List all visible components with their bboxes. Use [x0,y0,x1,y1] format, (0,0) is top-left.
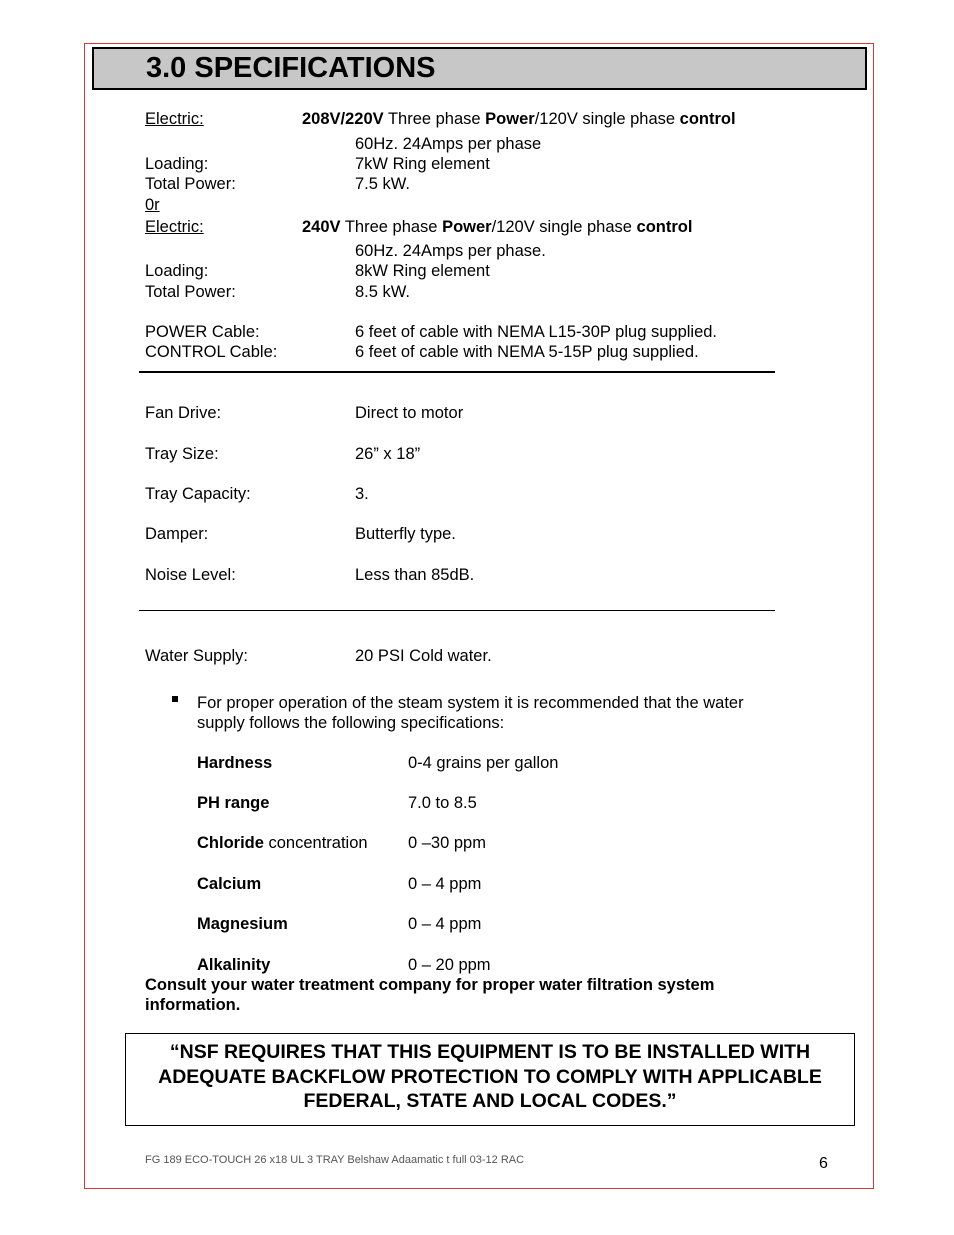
spec-label: Noise Level: [145,566,236,584]
voltage-2: 240V [302,218,341,236]
spec-value: 3. [355,485,369,503]
control-cable-value: 6 feet of cable with NEMA 5-15P plug supplied. [355,343,699,361]
water-spec-label [197,874,261,894]
nsf-line-3: FEDERAL, STATE AND LOCAL CODES.” [303,1090,677,1112]
loading-label-2: Loading: [145,262,209,280]
nsf-line-2: ADEQUATE BACKFLOW PROTECTION TO COMPLY WITH APPLICABLE [158,1065,822,1088]
water-spec-label [197,753,272,773]
divider-2 [139,610,775,611]
electric-spec-2 [302,217,692,237]
water-spec-name: Magnesium [197,915,288,933]
total-power-label-2: Total Power: [145,283,236,301]
voltage-1: 208V/220V [302,110,384,128]
water-spec-value: 0 – 4 ppm [408,875,482,893]
water-spec-name: PH range [197,794,270,812]
electric-label-2: Electric: [145,218,204,236]
single-phase-text: /120V single phase [534,110,680,128]
consult-line-2: information. [145,996,241,1014]
bullet-text-line-1: For proper operation of the steam system it is recommended that the water [197,694,744,712]
water-supply-value: 20 PSI Cold water. [355,647,492,665]
power-text: Power [485,110,535,128]
nsf-notice-box [125,1033,855,1126]
water-spec-name: Hardness [197,754,273,772]
water-spec-name: Calcium [197,875,262,893]
total-power-value-1: 7.5 kW. [355,175,411,193]
water-spec-suffix: concentration [263,834,368,852]
nsf-line-1: “NSF REQUIRES THAT THIS EQUIPMENT IS TO BE INSTALLED WITH [169,1041,811,1063]
frequency-1: 60Hz. 24Amps per phase [355,135,542,153]
power-text: Power [442,218,492,236]
loading-value-1: 7kW Ring element [355,155,490,173]
water-spec-label [197,955,270,975]
water-supply-label: Water Supply: [145,647,249,665]
water-spec-value: 0-4 grains per gallon [408,754,559,772]
control-text: control [679,110,736,128]
electric-label-1: Electric: [145,110,204,128]
spec-label: Tray Capacity: [145,485,251,503]
electric-spec-1 [302,109,736,129]
power-cable-value: 6 feet of cable with NEMA L15-30P plug supplied. [355,323,718,341]
water-spec-label [197,793,269,813]
power-cable-label: POWER Cable: [145,323,260,341]
document-footer: FG 189 ECO-TOUCH 26 x18 UL 3 TRAY Belshaw Adaamatic t full 03-12 RAC [145,1154,525,1166]
three-phase-text: Three phase [340,218,443,236]
control-text: control [636,218,693,236]
water-spec-value: 0 –30 ppm [408,834,486,852]
spec-value: Direct to motor [355,404,464,422]
water-spec-value: 0 – 20 ppm [408,956,491,974]
nsf-notice-text [126,1040,854,1114]
water-spec-value: 7.0 to 8.5 [408,794,477,812]
spec-value: Less than 85dB. [355,566,475,584]
consult-line-1: Consult your water treatment company for proper water filtration system [145,976,715,994]
or-text: 0r [145,196,160,214]
spec-value: Butterfly type. [355,525,456,543]
bullet-square-icon [172,696,178,702]
spec-label: Fan Drive: [145,404,222,422]
page-title: 3.0 SPECIFICATIONS [146,52,436,84]
loading-label-1: Loading: [145,155,209,173]
total-power-value-2: 8.5 kW. [355,283,411,301]
section-title-bar [92,47,867,90]
control-cable-label: CONTROL Cable: [145,343,278,361]
total-power-label-1: Total Power: [145,175,236,193]
loading-value-2: 8kW Ring element [355,262,490,280]
three-phase-text: Three phase [383,110,486,128]
single-phase-text: /120V single phase [491,218,637,236]
water-spec-label [197,833,368,853]
water-spec-name: Alkalinity [197,956,271,974]
water-spec-value: 0 – 4 ppm [408,915,482,933]
frequency-2: 60Hz. 24Amps per phase. [355,242,546,260]
page-number: 6 [819,1155,828,1172]
divider-1 [139,371,775,373]
spec-value: 26” x 18” [355,445,421,463]
spec-label: Tray Size: [145,445,219,463]
page-border [84,43,874,1189]
spec-label: Damper: [145,525,209,543]
water-spec-name: Chloride [197,834,264,852]
water-spec-label [197,914,288,934]
bullet-text-line-2: supply follows the following specifications: [197,714,505,732]
